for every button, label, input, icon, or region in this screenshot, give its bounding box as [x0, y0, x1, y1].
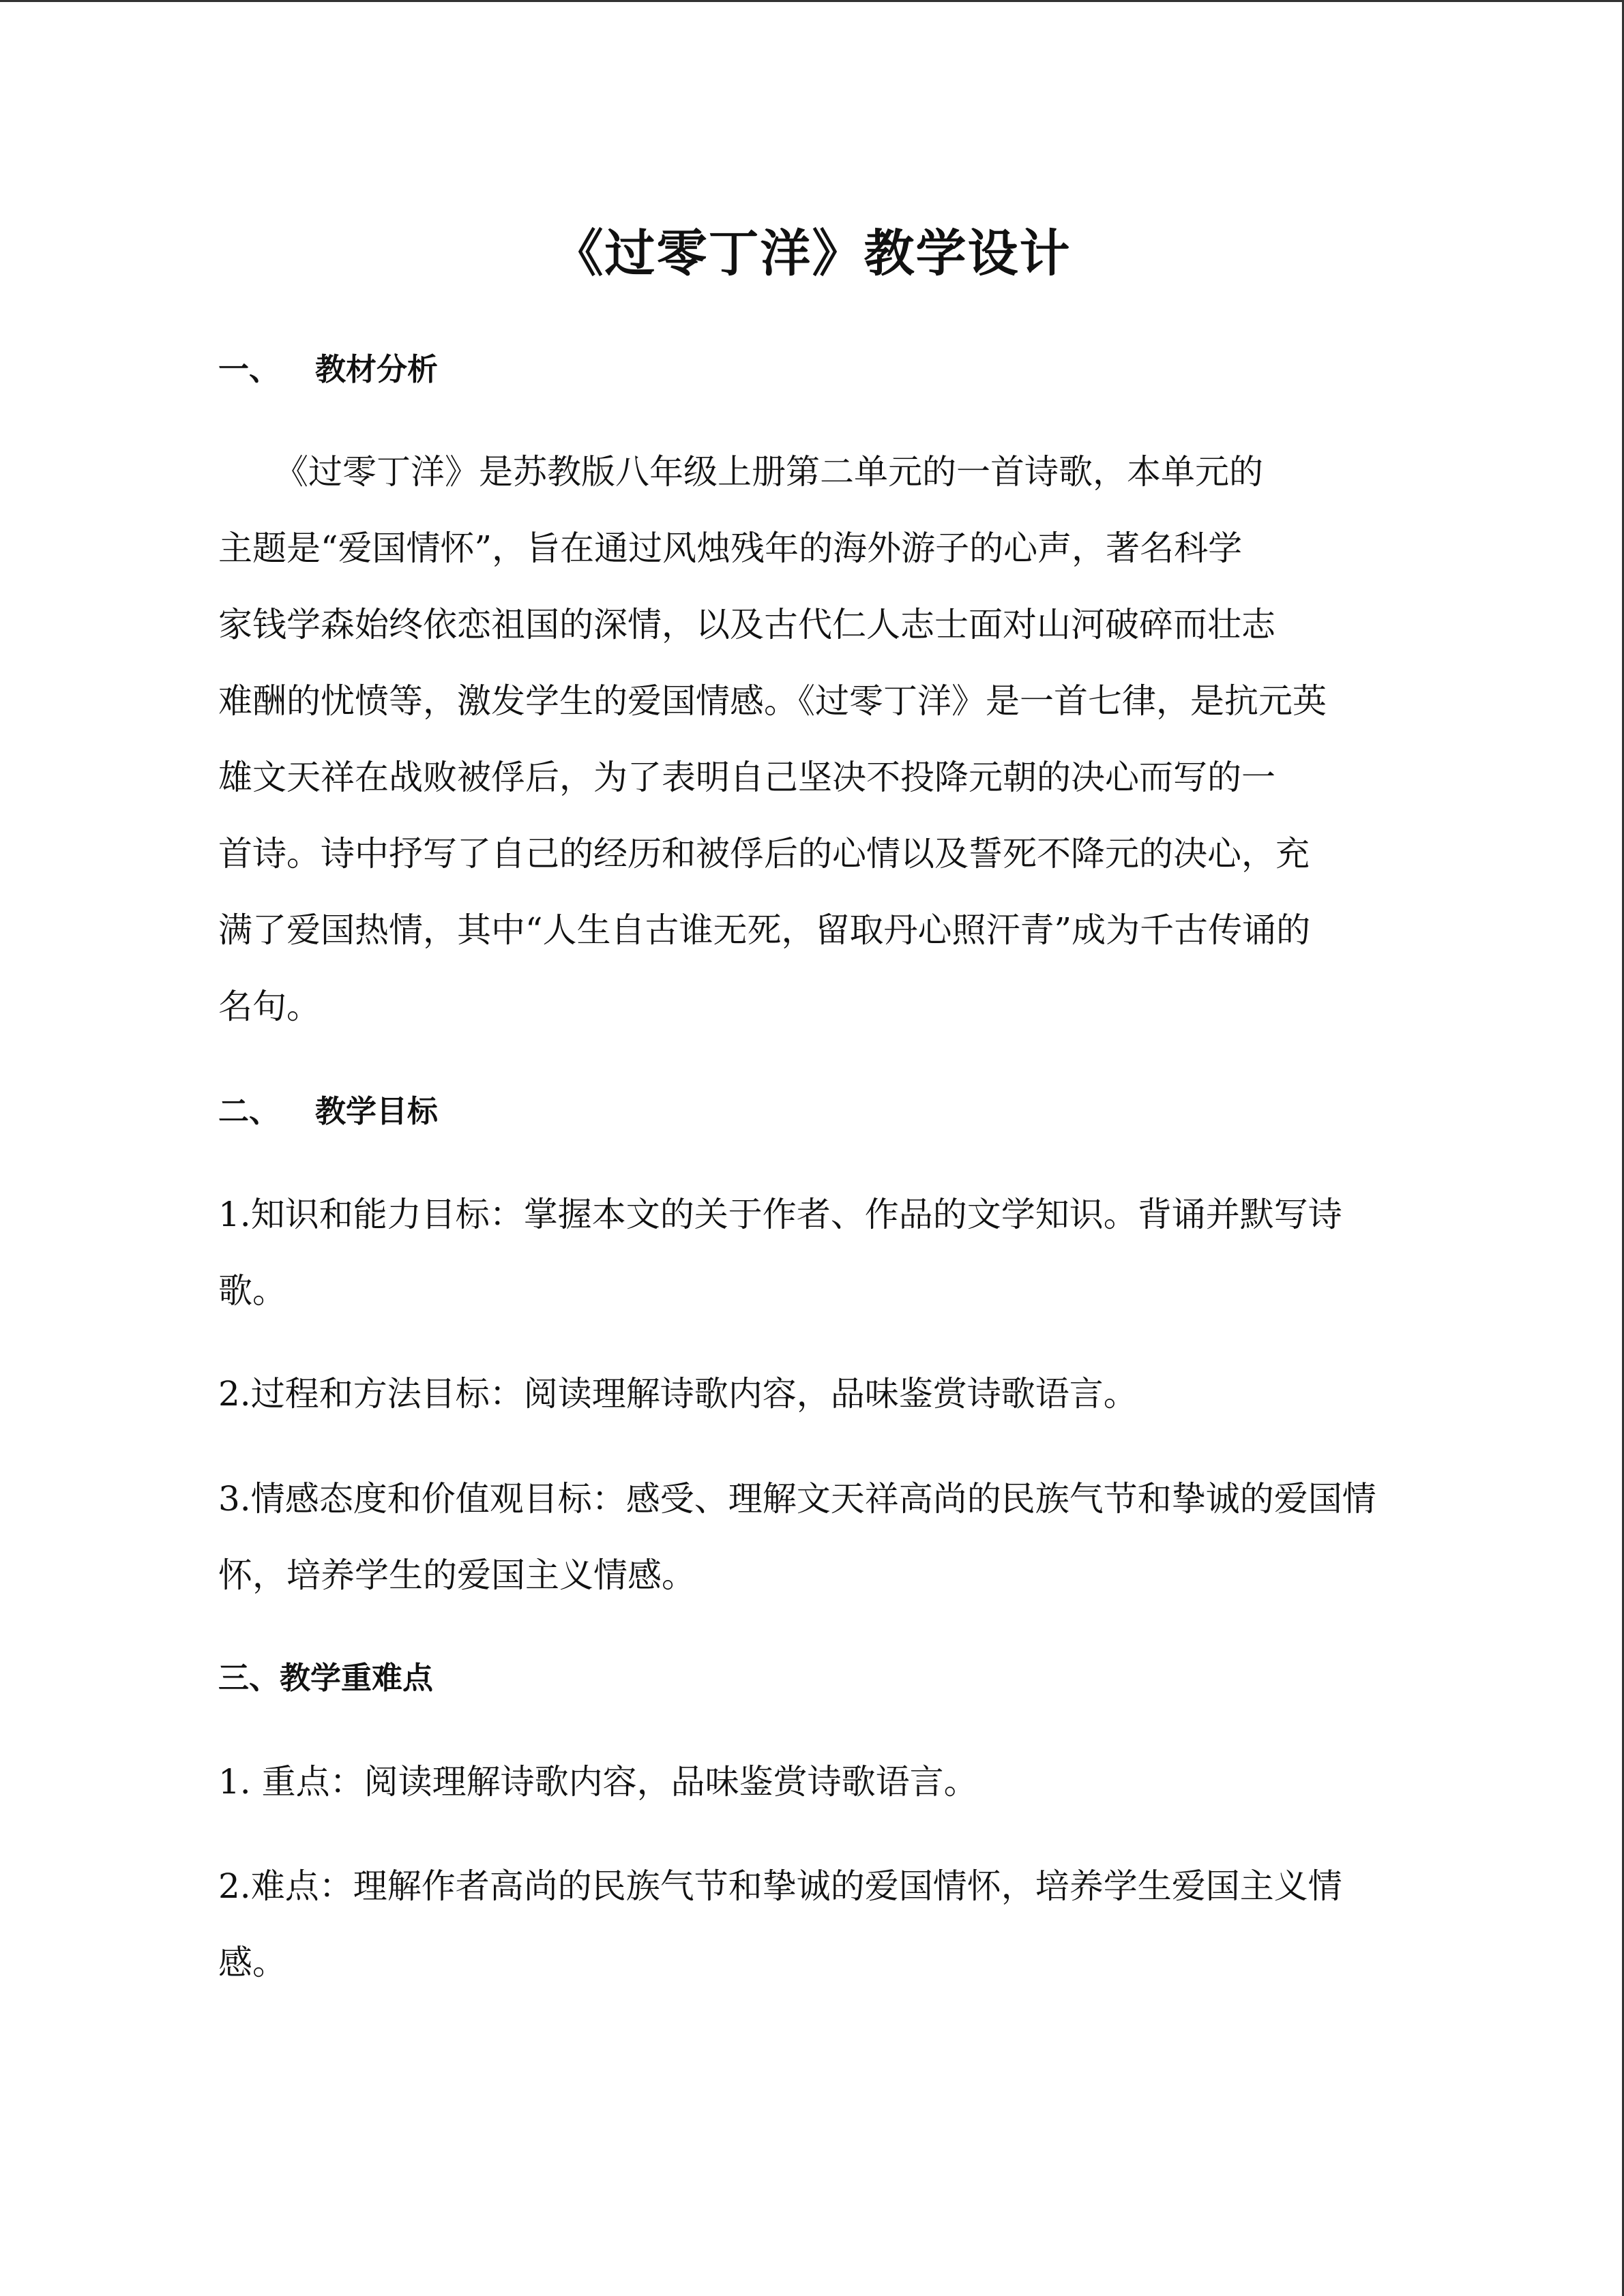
section-number: 二、 [218, 1093, 280, 1129]
section-number: 一、 [218, 351, 280, 387]
document-title: 《过零丁洋》教学设计 [552, 224, 1072, 283]
goal-line: 3.情感态度和价值观目标：感受、理解文天祥高尚的民族气节和挚诚的爱国情 [218, 1479, 1376, 1519]
point-line: 感。 [218, 1943, 286, 1982]
paragraph-line: 名句。 [218, 987, 321, 1026]
paragraph-line: 首诗。诗中抒写了自己的经历和被俘后的心情以及誓死不降元的决心，充 [218, 834, 1310, 874]
paragraph-line: 雄文天祥在战败被俘后，为了表明自己坚决不投降元朝的决心而写的一 [218, 758, 1275, 797]
section-heading-material-analysis [218, 346, 438, 393]
goal-emotion [218, 1461, 1408, 1613]
section-heading-teaching-goals [218, 1088, 438, 1135]
section-heading-key-points: 三、教学重难点 [218, 1660, 434, 1696]
section-title: 教学目标 [315, 1093, 439, 1129]
goal-line: 怀，培养学生的爱国主义情感。 [218, 1555, 696, 1595]
section-title: 教材分析 [315, 351, 439, 387]
goal-line: 1.知识和能力目标：掌握本文的关于作者、作品的文学知识。背诵并默写诗 [218, 1195, 1342, 1234]
difficult-point [218, 1848, 1408, 2001]
paragraph-line: 主题是“爱国情怀”，旨在通过风烛残年的海外游子的心声，著名科学 [218, 528, 1243, 568]
point-line: 2.难点：理解作者高尚的民族气节和挚诚的爱国情怀，培养学生爱国主义情 [218, 1866, 1342, 1906]
paragraph-line: 满了爱国热情，其中“人生自古谁无死，留取丹心照汗青”成为千古传诵的 [218, 910, 1311, 950]
goal-line: 歌。 [218, 1271, 286, 1311]
paragraph-material-analysis [218, 434, 1408, 1045]
goal-process [218, 1356, 1408, 1432]
page-border-top [0, 0, 1624, 2]
point-line: 1. 重点：阅读理解诗歌内容，品味鉴赏诗歌语言。 [218, 1762, 978, 1802]
goal-line: 2.过程和方法目标：阅读理解诗歌内容，品味鉴赏诗歌语言。 [218, 1374, 1138, 1414]
paragraph-line: 《过零丁洋》是苏教版八年级上册第二单元的一首诗歌，本单元的 [274, 452, 1263, 492]
goal-knowledge [218, 1176, 1408, 1329]
paragraph-line: 家钱学森始终依恋祖国的深情，以及古代仁人志士面对山河破碎而壮志 [218, 605, 1275, 644]
key-point [218, 1744, 1408, 1820]
paragraph-line: 难酬的忧愤等，激发学生的爱国情感。《过零丁洋》是一首七律，是抗元英 [218, 681, 1327, 721]
